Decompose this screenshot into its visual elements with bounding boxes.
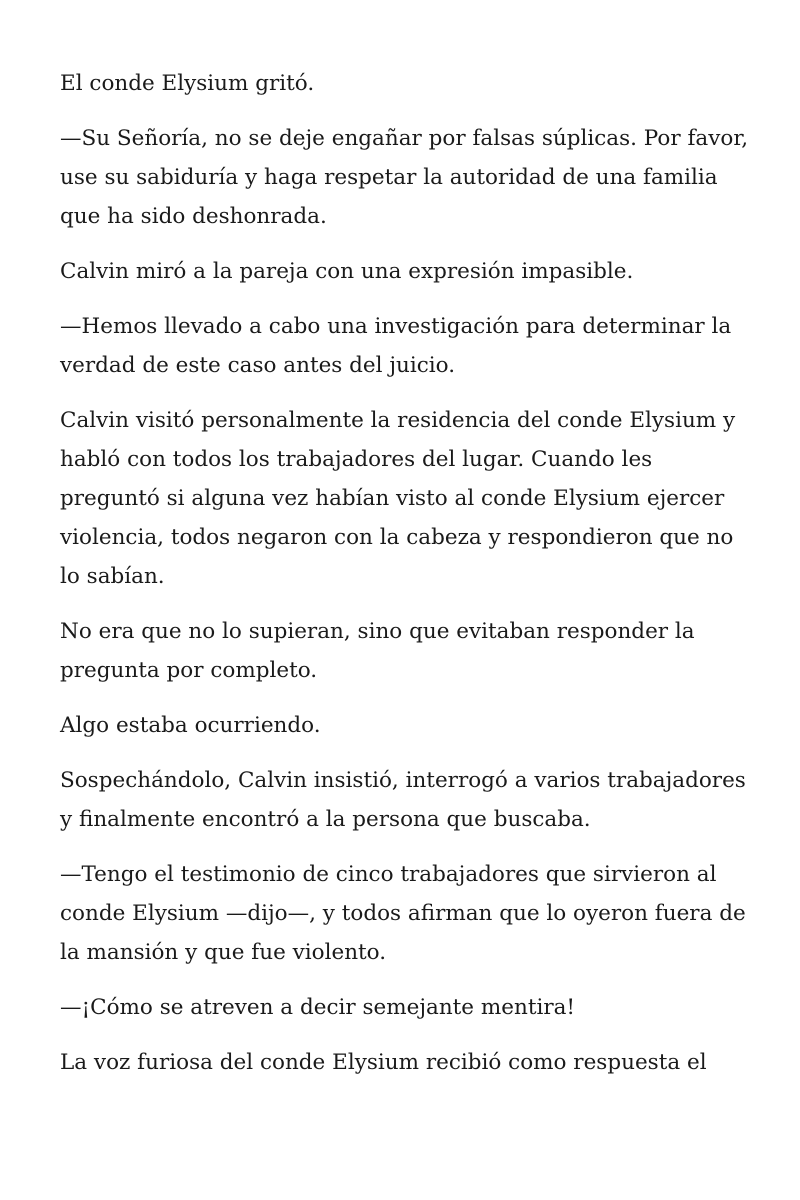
paragraph: Calvin visitó personalmente la residencia del conde Elysium y habló con todos los trabajadores del lugar. Cuando les preguntó si alguna vez habían visto al conde Elysium ejercer violencia, todos negaron con la cabeza y respondieron que no lo sabían. (60, 408, 736, 589)
paragraph: —¡Cómo se atreven a decir semejante mentira! (60, 995, 576, 1020)
paragraph: La voz furiosa del conde Elysium recibió como respuesta el (60, 1050, 707, 1075)
paragraph: —Su Señoría, no se deje engañar por falsas súplicas. Por favor, use su sabiduría y haga respetar la autoridad de una familia que ha sido deshonrada. (60, 126, 749, 229)
paragraph: Sospechándolo, Calvin insistió, interrogó a varios trabajadores y finalmente encontró a la persona que buscaba. (60, 768, 746, 832)
paragraph: —Tengo el testimonio de cinco trabajadores que sirvieron al conde Elysium —dijo—, y todos afirman que lo oyeron fuera de la mansión y que fue violento. (60, 862, 746, 965)
reader-page (60, 64, 750, 1098)
paragraph: —Hemos llevado a cabo una investigación para determinar la verdad de este caso antes del juicio. (60, 314, 732, 378)
paragraph: No era que no lo supieran, sino que evitaban responder la pregunta por completo. (60, 619, 695, 683)
paragraph: El conde Elysium gritó. (60, 71, 315, 96)
paragraph: Algo estaba ocurriendo. (60, 713, 321, 738)
paragraph: Calvin miró a la pareja con una expresión impasible. (60, 259, 634, 284)
